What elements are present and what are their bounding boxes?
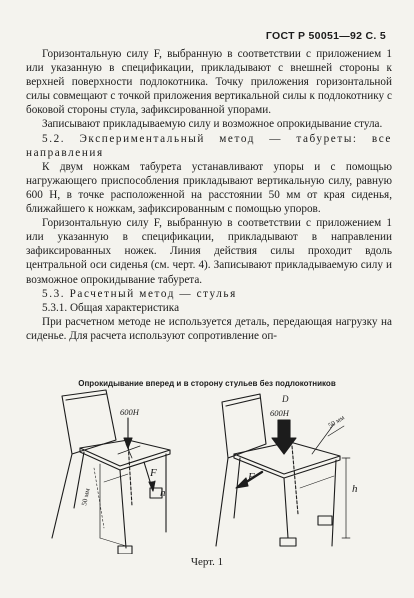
left-load-label: 600Н bbox=[120, 407, 139, 417]
right-height-label: h bbox=[352, 483, 358, 495]
paragraph-3: К двум ножкам табурета устанавливают упоры и с помощью нагружающего приспособления прикладывают вертикальную силу, равную 600 Н, в точке расположенной на расстоянии 50 мм от края сиденья, ближайшего к ножкам, зафиксированным с помощью упоров. bbox=[26, 160, 392, 216]
paragraph-2: Записывают прикладываемую силу и возможное опрокидывание стула. bbox=[42, 118, 383, 131]
paragraph-5: При расчетном методе не используется деталь, передающая нагрузку на сиденье. Для расчета используют сопротивление оп- bbox=[26, 315, 392, 342]
paragraph-4: Горизонтальную силу F, выбранную в соответствии с приложением 1 или указанную в спецификации, прикладывают в направлении зафиксированных ножек. Линия действия силы проходит вдоль центральной оси сиденья (см. черт. 4). Записывают прикладываемую силу и возможное опрокидывание табурета. bbox=[26, 217, 392, 286]
left-distance-label: 50 мм bbox=[80, 487, 92, 507]
page-header: ГОСТ Р 50051—92 С. 5 bbox=[265, 30, 386, 42]
right-mark-label: D bbox=[282, 394, 289, 404]
paragraph-1: Горизонтальную силу F, выбранную в соответствии с приложением 1 или указанную в спецификации, прикладывают с внешней стороны к верхней поверхности подлокотника. Точку приложения горизонтальной силы совмещают с точкой приложения вертикальной силы к подлокотнику с боковой стороны стула, зафиксированной упорами. bbox=[26, 48, 392, 117]
section-heading-5-3: 5.3. Расчетный метод — стулья bbox=[42, 287, 237, 300]
figure-title: Опрокидывание вперед и в сторону стульев без подлокотников bbox=[78, 379, 336, 388]
right-force-label: F bbox=[248, 471, 255, 483]
right-distance-label: 50 мм bbox=[326, 413, 346, 430]
figure-caption: Черт. 1 bbox=[190, 556, 224, 568]
body-text bbox=[26, 47, 392, 343]
left-force-label: F bbox=[150, 467, 157, 479]
chair-tipping-figure bbox=[0, 388, 414, 554]
left-height-label: h bbox=[160, 487, 166, 499]
section-heading-5-2: 5.2. Экспериментальный метод — табуреты: все направления bbox=[26, 132, 392, 159]
right-load-label: 600Н bbox=[270, 408, 289, 418]
subsection-heading-5-3-1: 5.3.1. Общая характеристика bbox=[42, 301, 180, 314]
